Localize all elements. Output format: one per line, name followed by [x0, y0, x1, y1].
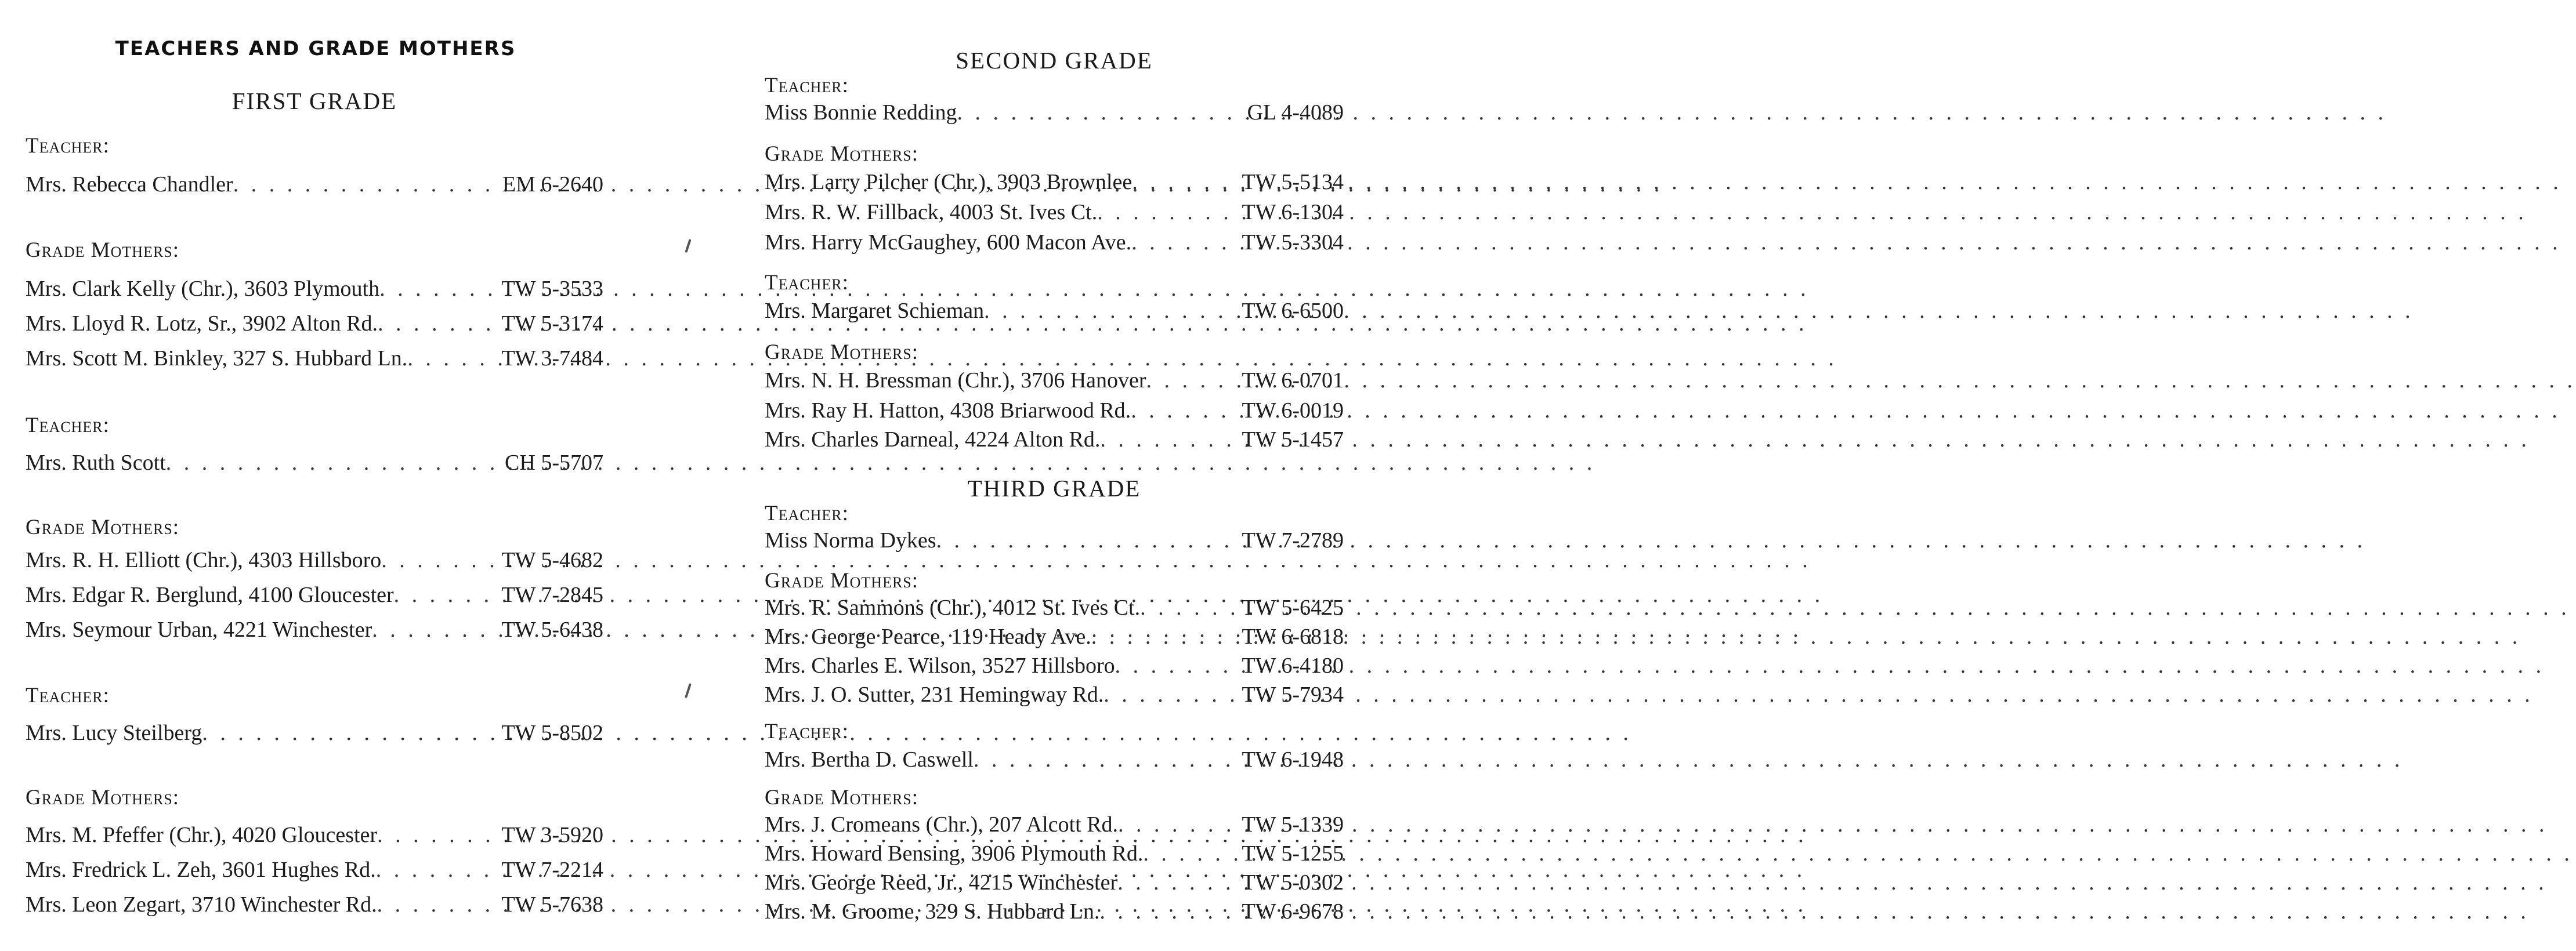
- leader-dots: [372, 617, 499, 643]
- grade-mother-row: [26, 857, 603, 887]
- grade-mother-phone: TW 6-0019: [1242, 398, 1344, 423]
- grade-mothers-label: Grade Mothers:: [765, 569, 919, 593]
- leader-dots: [974, 747, 1240, 772]
- grade-mother-name: Mrs. R. H. Elliott (Chr.), 4303 Hillsboro: [26, 548, 382, 572]
- leader-dots: [1097, 199, 1239, 225]
- teacher-label: Teacher:: [765, 502, 849, 525]
- teacher-name: Mrs. Margaret Schieman: [765, 299, 985, 323]
- grade-mother-row: [765, 624, 1344, 654]
- grade-mothers-label: Grade Mothers:: [765, 340, 919, 364]
- grade-mother-row: [765, 682, 1344, 712]
- leader-dots: [1091, 624, 1240, 649]
- grade-mother-row: [26, 617, 603, 647]
- leader-dots: [1146, 368, 1240, 393]
- grade-mother-name: Mrs. Leon Zegart, 3710 Winchester Rd.: [26, 892, 377, 917]
- grade-mothers-label: Grade Mothers:: [765, 786, 919, 810]
- grade-mother-row: [765, 230, 1344, 260]
- grade-mother-name: Mrs. N. H. Bressman (Chr.), 3706 Hanover: [765, 368, 1146, 393]
- grade-mother-phone: TW 5-5134: [1242, 170, 1344, 194]
- teacher-phone: CH 5-5707: [505, 451, 603, 475]
- leader-dots: [936, 528, 1240, 553]
- teacher-label: Teacher:: [765, 720, 849, 743]
- teacher-name: Mrs. Bertha D. Caswell: [765, 747, 974, 772]
- grade-mother-phone: TW 5-3304: [1242, 230, 1344, 255]
- grade-mother-phone: TW 3-5920: [501, 823, 603, 847]
- grade-mother-name: Mrs. Seymour Urban, 4221 Winchester: [26, 618, 372, 642]
- grade-mother-name: Mrs. Fredrick L. Zeh, 3601 Hughes Rd.: [26, 858, 376, 882]
- grade-mother-row: [765, 595, 1344, 625]
- print-speck: [685, 683, 692, 698]
- grade-mother-phone: TW 5-1255: [1242, 841, 1344, 866]
- teacher-phone: TW 6-1948: [1242, 747, 1344, 772]
- leader-dots: [984, 298, 1239, 324]
- grade-mother-row: [26, 276, 603, 306]
- leader-dots: [957, 100, 1244, 125]
- grade-mother-row: [765, 899, 1344, 929]
- grade-mother-name: Mrs. J. Cromeans (Chr.), 207 Alcott Rd.: [765, 812, 1119, 837]
- teacher-label: Teacher:: [26, 413, 110, 437]
- grade-mother-name: Mrs. M. Pfeffer (Chr.), 4020 Gloucester: [26, 823, 378, 847]
- grade-mother-row: [765, 169, 1344, 199]
- grade-mothers-label: Grade Mothers:: [26, 516, 180, 539]
- second-grade-heading: SECOND GRADE: [956, 47, 1153, 74]
- grade-mother-name: Mrs. George Pearce, 119 Heady Ave.: [765, 625, 1091, 649]
- grade-mother-phone: TW 6-9678: [1242, 899, 1344, 924]
- grade-mother-phone: TW 5-1339: [1242, 812, 1344, 837]
- grade-mother-phone: TW 5-7934: [1242, 683, 1344, 707]
- leader-dots: [394, 582, 500, 608]
- grade-mother-row: [26, 582, 603, 612]
- grade-mother-phone: TW 7-2214: [501, 858, 603, 882]
- leader-dots: [378, 311, 499, 336]
- leader-dots: [1118, 812, 1239, 837]
- teacher-name: Miss Bonnie Redding: [765, 100, 957, 125]
- leader-dots: [233, 172, 500, 197]
- leader-dots: [407, 346, 499, 371]
- grade-mother-phone: TW 5-6438: [501, 618, 603, 642]
- leader-dots: [202, 720, 499, 746]
- grade-mother-phone: TW 7-2845: [501, 583, 603, 607]
- grade-mother-row: [765, 368, 1344, 398]
- leader-dots: [377, 822, 499, 848]
- grade-mother-name: Mrs. Edgar R. Berglund, 4100 Gloucester: [26, 583, 394, 607]
- leader-dots: [1115, 653, 1240, 678]
- grade-mother-row: [765, 653, 1344, 683]
- teacher-phone: EM 6-2640: [502, 172, 603, 197]
- grade-mothers-label: Grade Mothers:: [26, 238, 180, 262]
- grade-mother-row: [765, 870, 1344, 900]
- page-title: TEACHERS AND GRADE MOTHERS: [115, 37, 516, 60]
- teacher-name: Mrs. Ruth Scott: [26, 451, 166, 475]
- teacher-row: [765, 298, 1344, 328]
- teacher-label: Teacher:: [765, 74, 849, 97]
- leader-dots: [1104, 682, 1239, 707]
- first-grade-column: [26, 0, 603, 951]
- grade-mother-phone: TW 6-4180: [1242, 654, 1344, 678]
- teacher-row: [765, 528, 1344, 558]
- grade-mothers-label: Grade Mothers:: [765, 142, 919, 166]
- grade-mother-phone: TW 5-1457: [1242, 427, 1344, 452]
- grade-mother-phone: TW 5-3174: [501, 311, 603, 336]
- leader-dots: [1140, 595, 1239, 620]
- grade-mother-name: Mrs. J. O. Sutter, 231 Hemingway Rd.: [765, 683, 1104, 707]
- leader-dots: [1131, 398, 1239, 423]
- grade-mother-row: [765, 398, 1344, 428]
- grade-mother-name: Mrs. Larry Pilcher (Chr.), 3903 Brownlee: [765, 170, 1133, 194]
- leader-dots: [1117, 870, 1239, 895]
- grade-mother-phone: TW 6-1304: [1242, 200, 1344, 224]
- leader-dots: [1132, 169, 1239, 195]
- grade-mother-phone: TW 5-3533: [501, 277, 603, 301]
- teacher-phone: TW 7-2789: [1242, 528, 1344, 553]
- teacher-row: [765, 100, 1344, 130]
- grade-mother-row: [26, 822, 603, 852]
- grade-mother-row: [765, 427, 1344, 457]
- leader-dots: [376, 857, 500, 883]
- grade-mother-row: [765, 841, 1344, 871]
- leader-dots: [1100, 427, 1239, 452]
- grade-mother-row: [26, 346, 603, 376]
- grade-mother-phone: TW 3-7484: [501, 346, 603, 371]
- leader-dots: [1131, 230, 1239, 255]
- teacher-phone: GL 4-4089: [1247, 100, 1344, 125]
- grade-mother-name: Mrs. R. W. Fillback, 4003 St. Ives Ct.: [765, 200, 1098, 224]
- third-grade-heading: THIRD GRADE: [967, 475, 1141, 502]
- grade-mother-phone: TW 6-0701: [1242, 368, 1344, 393]
- grade-mother-name: Mrs. M. Groome, 329 S. Hubbard Ln.: [765, 899, 1100, 924]
- grade-mother-name: Mrs. George Reed, Jr., 4215 Winchester: [765, 870, 1118, 895]
- teacher-label: Teacher:: [26, 134, 110, 158]
- leader-dots: [166, 450, 502, 475]
- teacher-phone: TW 5-8502: [501, 721, 603, 745]
- grade-mother-name: Mrs. Charles Darneal, 4224 Alton Rd.: [765, 427, 1101, 452]
- grade-mother-phone: TW 6-6818: [1242, 625, 1344, 649]
- grade-mother-name: Mrs. Harry McGaughey, 600 Macon Ave.: [765, 230, 1132, 255]
- grade-mother-row: [26, 547, 603, 578]
- grade-mother-row: [26, 892, 603, 922]
- grade-mother-row: [765, 812, 1344, 842]
- grade-mother-name: Mrs. Howard Bensing, 3906 Plymouth Rd.: [765, 841, 1144, 866]
- grade-mother-phone: TW 5-7638: [501, 892, 603, 917]
- leader-dots: [1143, 841, 1239, 866]
- grade-mother-name: Mrs. Clark Kelly (Chr.), 3603 Plymouth: [26, 277, 380, 301]
- grade-mother-phone: TW 5-6425: [1242, 596, 1344, 620]
- teacher-label: Teacher:: [765, 271, 849, 295]
- leader-dots: [381, 547, 499, 573]
- teacher-row: [26, 450, 603, 480]
- leader-dots: [377, 892, 500, 917]
- grade-mother-phone: TW 5-4682: [501, 548, 603, 572]
- teacher-row: [26, 720, 603, 750]
- teacher-label: Teacher:: [26, 684, 110, 707]
- teacher-name: Mrs. Rebecca Chandler: [26, 172, 233, 197]
- grade-mother-name: Mrs. Lloyd R. Lotz, Sr., 3902 Alton Rd.: [26, 311, 378, 336]
- teacher-row: [26, 172, 603, 202]
- grade-mother-row: [26, 311, 603, 341]
- leader-dots: [1099, 899, 1239, 924]
- teacher-phone: TW 6-6500: [1242, 299, 1344, 323]
- grade-mother-name: Mrs. R. Sammons (Chr.), 4012 St. Ives Ct.: [765, 596, 1141, 620]
- teacher-row: [765, 747, 1344, 777]
- grade-mother-phone: TW 5-0302: [1242, 870, 1344, 895]
- grade-mother-row: [765, 199, 1344, 230]
- grade-mother-name: Mrs. Charles E. Wilson, 3527 Hillsboro: [765, 654, 1115, 678]
- leader-dots: [379, 276, 499, 302]
- teacher-name: Miss Norma Dykes: [765, 528, 936, 553]
- second-third-grade-column: [765, 0, 1344, 951]
- first-grade-heading: FIRST GRADE: [231, 88, 397, 114]
- teacher-name: Mrs. Lucy Steilberg: [26, 721, 202, 745]
- grade-mother-name: Mrs. Ray H. Hatton, 4308 Briarwood Rd.: [765, 398, 1131, 423]
- grade-mother-name: Mrs. Scott M. Binkley, 327 S. Hubbard Ln.: [26, 346, 408, 371]
- grade-mothers-label: Grade Mothers:: [26, 786, 180, 810]
- print-speck: [685, 239, 691, 253]
